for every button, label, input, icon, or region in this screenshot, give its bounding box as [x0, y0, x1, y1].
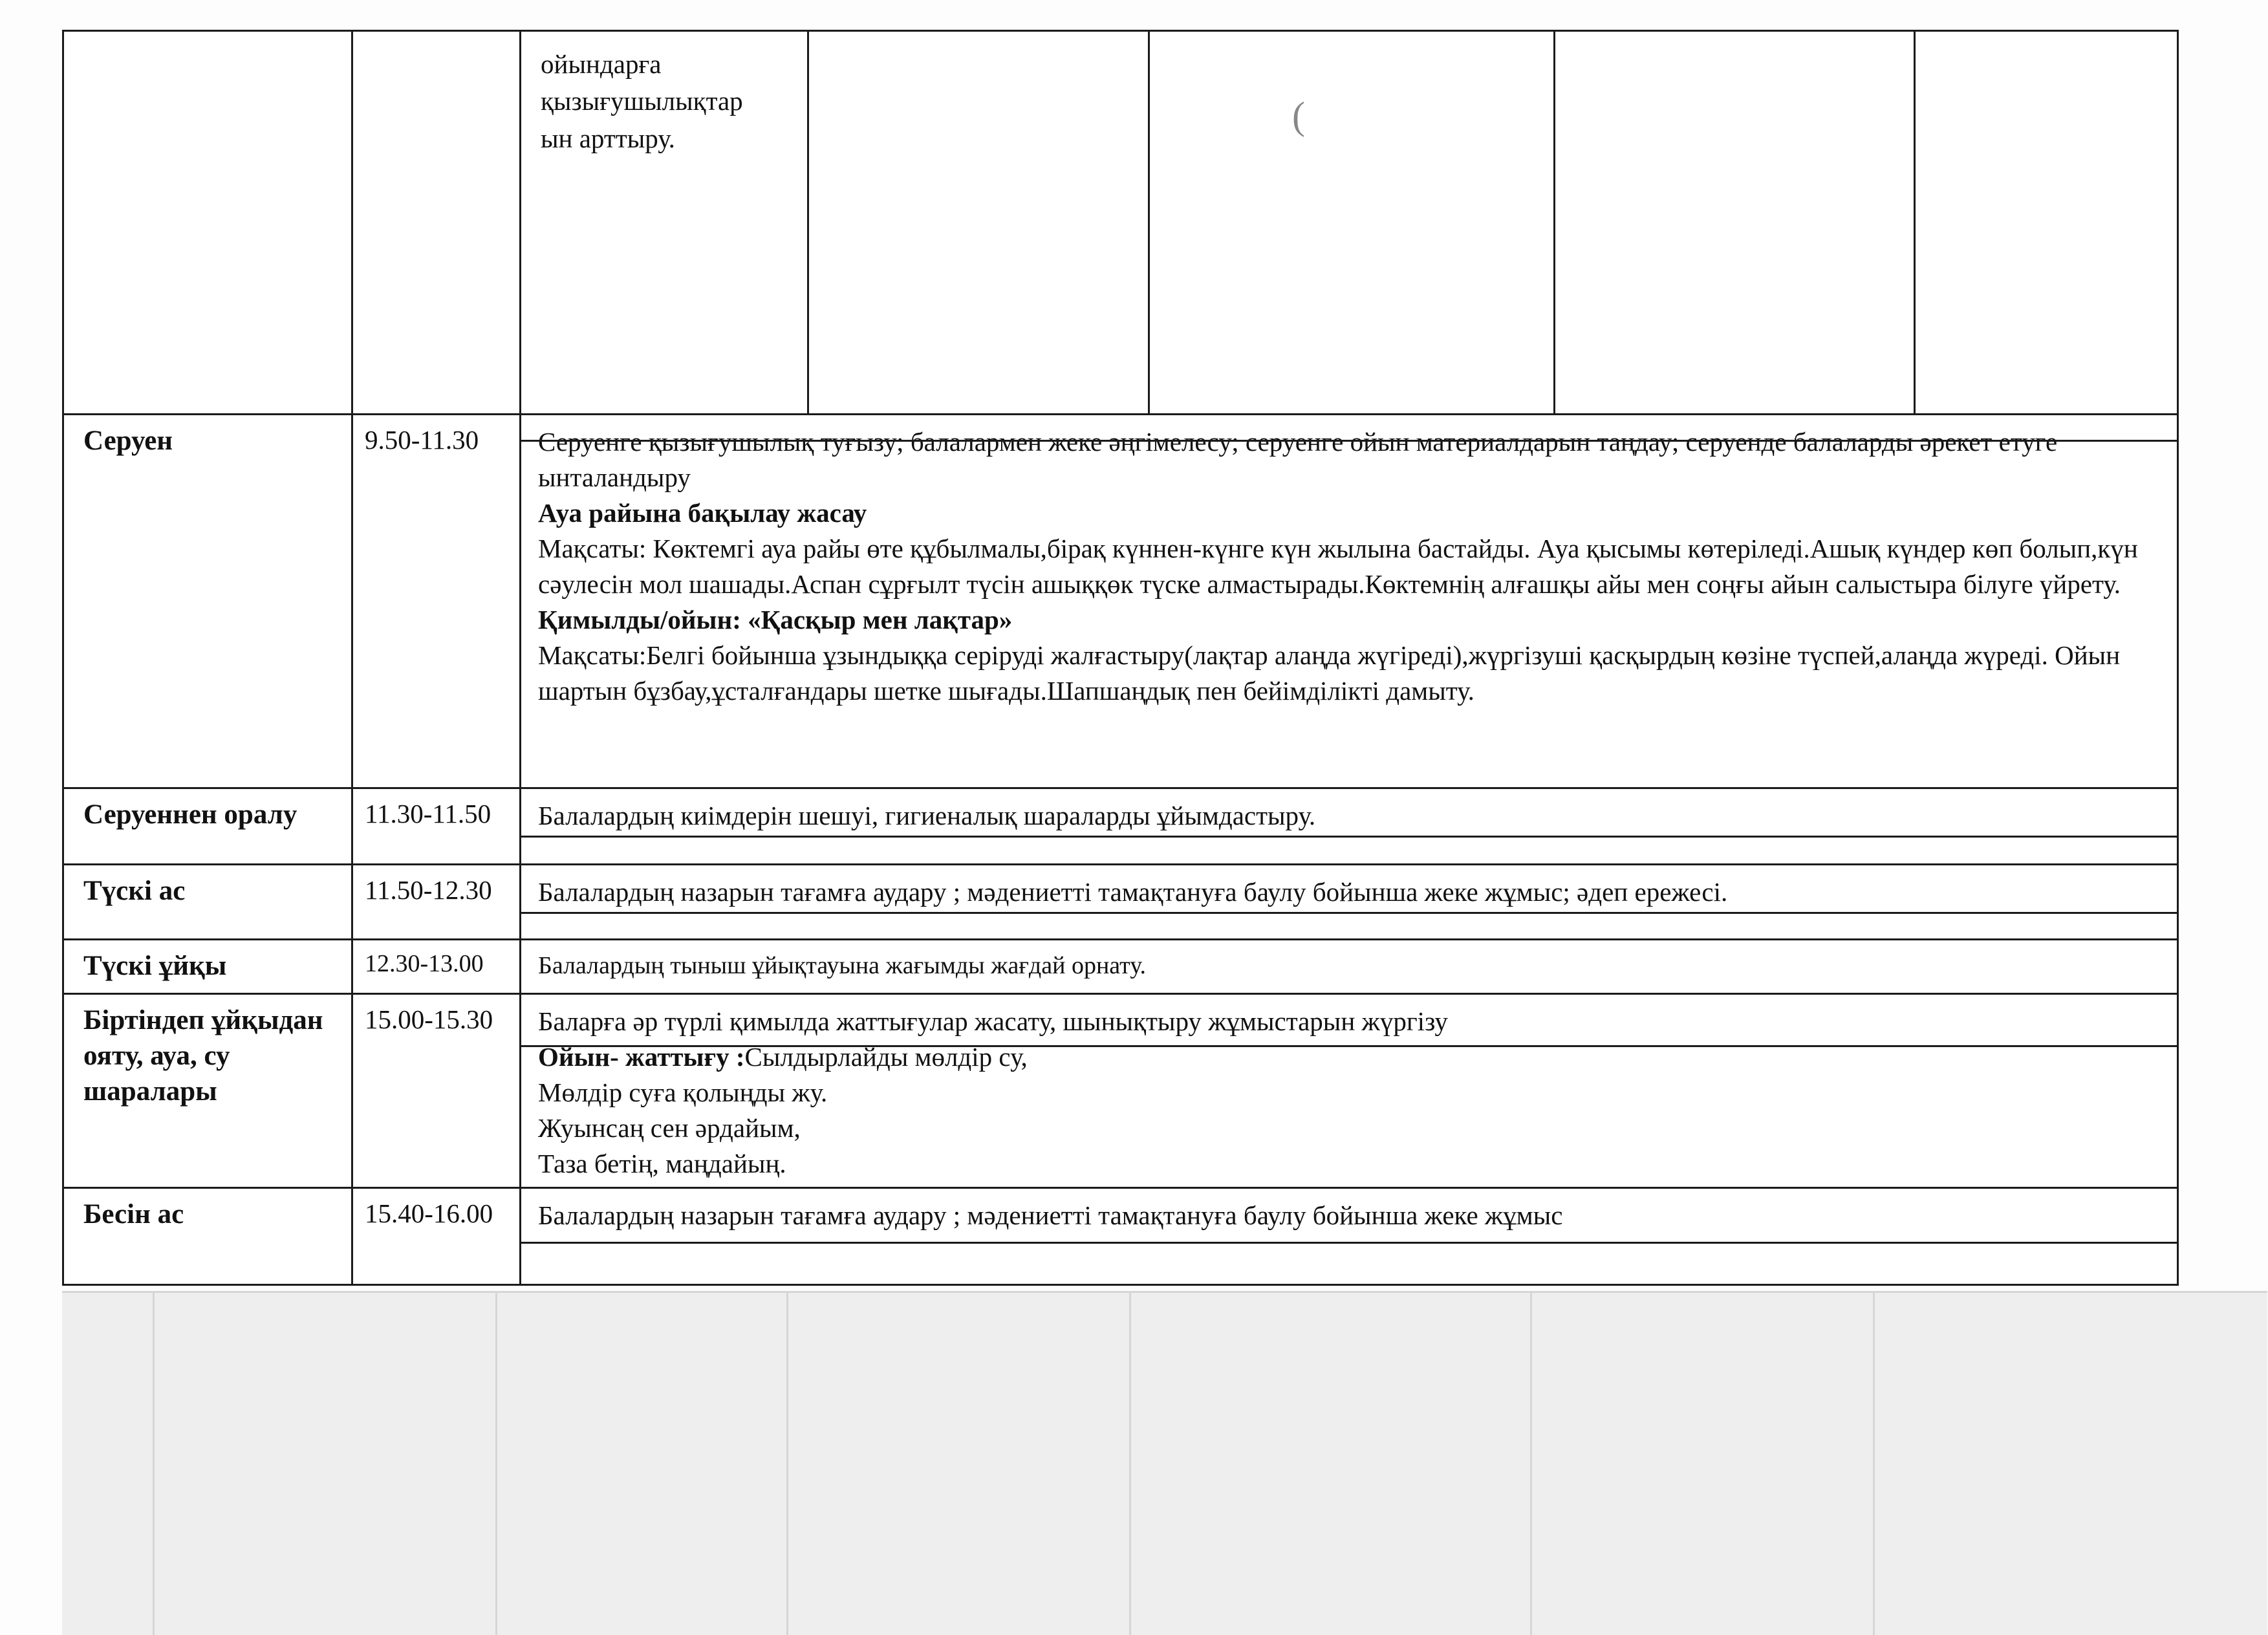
- row-time: 12.30-13.00: [352, 940, 521, 994]
- row-rule: [521, 440, 2177, 442]
- row-label: Серуеннен оралу: [63, 788, 352, 865]
- row-time: 15.00-15.30: [352, 994, 521, 1188]
- ghost-rule: [1873, 1291, 1875, 1635]
- schedule-row-lunch: [63, 865, 2178, 940]
- row-content: [521, 415, 2178, 788]
- walk-activity-goal: Мақсаты: Көктемгі ауа райы өте құбылмалы,бірақ күннен-күнге күн жылына бастайды. Ауа қысымы көтеріледі.Ашық күндер көп болып,күн сәулесін мол шашады.Аспан сұрғылт түсін ашыққөк түске алмастырады.Көктемнің алғашқы айы мен соңғы айын салыстыра білуге үйрету.: [538, 533, 2138, 599]
- row-content: [521, 940, 2178, 994]
- schedule-row-wakeup: [63, 994, 2178, 1188]
- walk-intro: Серуенге қызығушылық туғызу; балалармен жеке әңгімелесу; серуенге ойын материалдарын таңдау; серуенде балаларды әрекет етуге ынталандыру: [538, 427, 2058, 492]
- empty-day-cell: [1149, 31, 1555, 415]
- wakeup-exercise-title: Ойын- жаттығу :: [538, 1041, 745, 1072]
- row-rule: [521, 1242, 2177, 1244]
- ghost-rule: [1129, 1291, 1131, 1635]
- row-label: Серуен: [63, 415, 352, 788]
- daily-schedule-table: [62, 30, 2179, 1286]
- ghost-rule: [62, 1291, 2267, 1293]
- schedule-row-return: [63, 788, 2178, 865]
- row-content: [521, 994, 2178, 1188]
- empty-day-cell: [808, 31, 1149, 415]
- empty-time-cell: [352, 31, 521, 415]
- row-time: 9.50-11.30: [352, 415, 521, 788]
- row-time: 15.40-16.00: [352, 1187, 521, 1284]
- row-rule: [521, 912, 2177, 914]
- walk-content: [521, 415, 2177, 714]
- continued-row: [63, 31, 2178, 415]
- walk-game-title: Қимылды/ойын: «Қасқыр мен лақтар»: [538, 604, 1013, 634]
- schedule-row-snack: [63, 1187, 2178, 1284]
- bleed-through-area: [62, 1291, 2267, 1635]
- wakeup-verse-line-4: Таза бетің, маңдайың.: [538, 1148, 786, 1178]
- wakeup-intro: Баларға әр түрлі қимылда жаттығулар жасату, шынықтыру жұмыстарын жүргізу: [538, 1006, 1448, 1036]
- row-label: Біртіндеп ұйқыдан ояту, ауа, су шаралары: [63, 994, 352, 1188]
- ghost-rule: [495, 1291, 497, 1635]
- continued-text-cell: [521, 31, 808, 415]
- continued-text: ойындарға қызығушылықтар ын арттыру.: [541, 49, 743, 153]
- nap-text: Балалардың тыныш ұйықтауына жағымды жағдай орнату.: [538, 952, 1146, 979]
- wakeup-content: [521, 995, 2177, 1187]
- wakeup-verse-line-1: Сылдырлайды мөлдір су,: [744, 1041, 1028, 1072]
- row-time: 11.50-12.30: [352, 865, 521, 940]
- ghost-rule: [786, 1291, 788, 1635]
- row-rule: [521, 836, 2177, 838]
- snack-text: Балалардың назарын тағамға аудару ; мәдениетті тамақтануға баулу бойынша жеке жұмыс: [538, 1200, 1563, 1230]
- row-content: [521, 1187, 2178, 1284]
- walk-game-goal: Мақсаты:Белгі бойынша ұзындыққа серіруді жалғастыру(лақтар алаңда жүгіреді),жүргізуші қасқырдың көзіне түспей,алаңда жүреді. Ойын шартын бұзбау,ұсталғандары шетке шығады.Шапшаңдық пен бейімділікті дамыту.: [538, 640, 2121, 706]
- row-time: 11.30-11.50: [352, 788, 521, 865]
- walk-activity-title: Ауа райына бақылау жасау: [538, 497, 867, 528]
- row-content: [521, 865, 2178, 940]
- empty-day-cell: [1555, 31, 1915, 415]
- schedule-row-walk: [63, 415, 2178, 788]
- wakeup-verse-line-3: Жуынсаң сен әрдайым,: [538, 1112, 801, 1143]
- return-text: Балалардың киімдерін шешуі, гигиеналық шараларды ұйымдастыру.: [538, 801, 1316, 830]
- ghost-rule: [1530, 1291, 1532, 1635]
- schedule-row-nap: [63, 940, 2178, 994]
- ghost-rule: [153, 1291, 155, 1635]
- row-rule: [521, 1045, 2177, 1047]
- lunch-text: Балалардың назарын тағамға аудару ; мәдениетті тамақтануға баулу бойынша жеке жұмыс; әдеп ережесі.: [538, 877, 1728, 907]
- empty-label-cell: [63, 31, 352, 415]
- wakeup-verse-line-2: Мөлдір суға қолыңды жу.: [538, 1077, 828, 1107]
- scan-artifact-icon: (: [1292, 94, 1305, 137]
- row-content: [521, 788, 2178, 865]
- empty-day-cell: [1915, 31, 2178, 415]
- row-label: Түскі ұйқы: [63, 940, 352, 994]
- row-label: Бесін ас: [63, 1187, 352, 1284]
- row-label: Түскі ас: [63, 865, 352, 940]
